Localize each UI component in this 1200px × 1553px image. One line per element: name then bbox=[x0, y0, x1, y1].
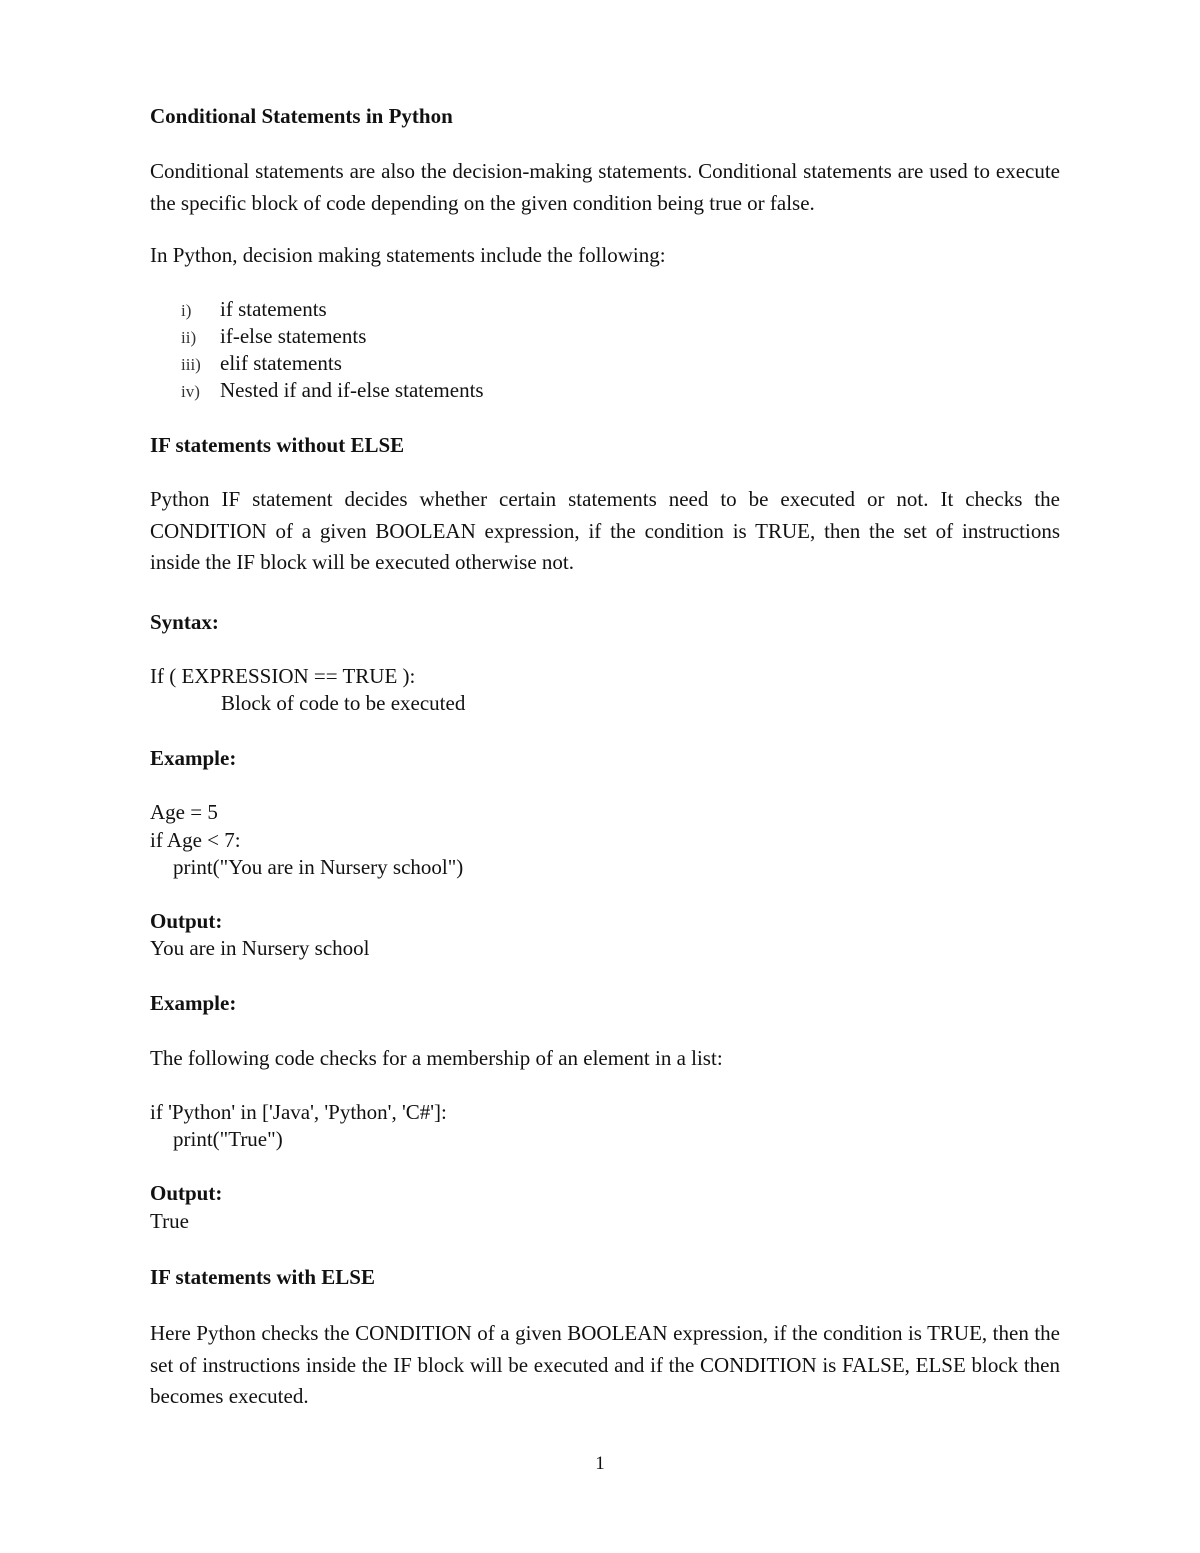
list-item bbox=[181, 353, 342, 374]
code-line: print("You are in Nursery school") bbox=[173, 855, 464, 879]
code-line: Age = 5 bbox=[150, 800, 218, 824]
list-item-number: iii) bbox=[181, 355, 201, 374]
list-item-number: ii) bbox=[181, 328, 197, 347]
list-item bbox=[181, 299, 327, 320]
output-value: True bbox=[150, 1209, 189, 1233]
output-value: You are in Nursery school bbox=[150, 936, 370, 960]
list-intro: In Python, decision making statements include the following: bbox=[150, 243, 666, 267]
output-label: Output: bbox=[150, 1181, 223, 1205]
list-item-text: if-else statements bbox=[220, 324, 367, 348]
if-statement-paragraph: Python IF statement decides whether certain statements need to be executed or not. It checks the CONDITION of a given BOOLEAN expression, if the condition is TRUE, then the set of instructions inside the IF block will be executed otherwise not. bbox=[150, 487, 1060, 574]
syntax-line: Block of code to be executed bbox=[221, 691, 466, 715]
list-item-text: Nested if and if-else statements bbox=[220, 378, 484, 402]
list-item-text: if statements bbox=[220, 297, 327, 321]
intro-paragraph: Conditional statements are also the decision-making statements. Conditional statements are used to execute the specific block of code depending on the given condition being true or false. bbox=[150, 159, 1060, 215]
if-else-paragraph: Here Python checks the CONDITION of a given BOOLEAN expression, if the condition is TRUE, then the set of instructions inside the IF block will be executed and if the CONDITION is FALSE, ELSE block then becomes executed. bbox=[150, 1321, 1060, 1408]
code-line: print("True") bbox=[173, 1127, 283, 1151]
code-line: if Age < 7: bbox=[150, 828, 241, 852]
list-item-text: elif statements bbox=[220, 351, 342, 375]
syntax-line: If ( EXPRESSION == TRUE ): bbox=[150, 664, 416, 688]
example-label: Example: bbox=[150, 746, 237, 770]
output-label: Output: bbox=[150, 909, 223, 933]
list-item-number: iv) bbox=[181, 382, 200, 401]
example-label: Example: bbox=[150, 991, 237, 1015]
example-description: The following code checks for a membership of an element in a list: bbox=[150, 1046, 723, 1070]
list-item bbox=[181, 326, 366, 347]
list-item bbox=[181, 380, 484, 401]
list-item-number: i) bbox=[181, 301, 192, 320]
page-title: Conditional Statements in Python bbox=[150, 104, 453, 128]
section-heading-if-with-else: IF statements with ELSE bbox=[150, 1265, 375, 1289]
syntax-label: Syntax: bbox=[150, 610, 219, 634]
section-heading-if-without-else: IF statements without ELSE bbox=[150, 433, 405, 457]
page-number: 1 bbox=[595, 1453, 605, 1474]
code-line: if 'Python' in ['Java', 'Python', 'C#']: bbox=[150, 1100, 447, 1124]
